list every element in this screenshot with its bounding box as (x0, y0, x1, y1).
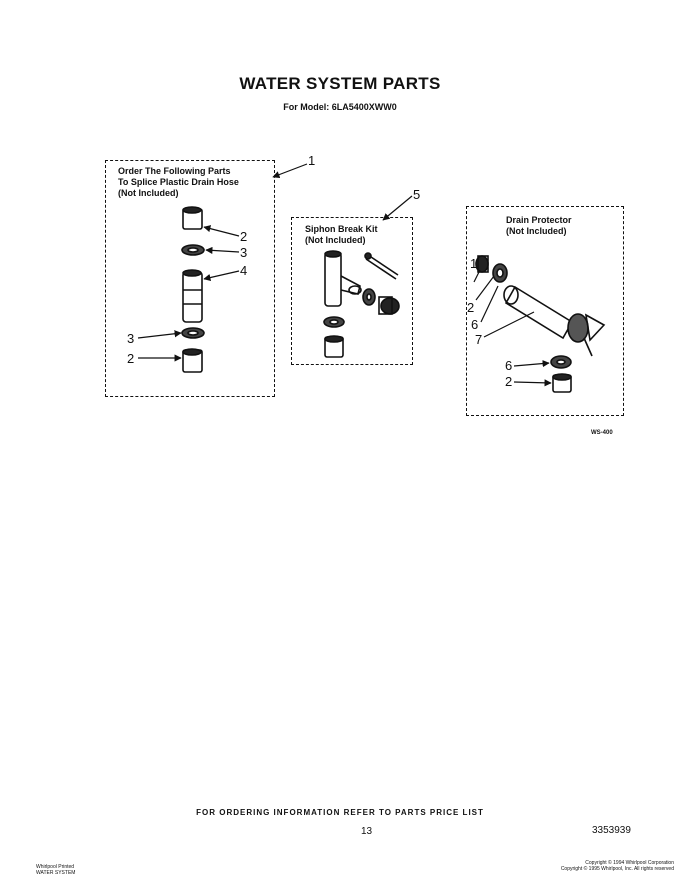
callout-4: 4 (240, 263, 248, 278)
leader-6b (514, 363, 549, 366)
leader-3a (206, 250, 239, 252)
callout-2-top: 2 (240, 229, 248, 244)
leader-1 (273, 164, 307, 177)
callout-1: 1 (308, 153, 316, 168)
siphon-label-line-1: Siphon Break Kit (305, 224, 378, 234)
leader-5 (383, 196, 412, 220)
siphon-connector-part (379, 297, 399, 314)
clamp-part-top (182, 245, 204, 255)
leader-6r (481, 286, 498, 322)
drain-label-line-1: Drain Protector (506, 215, 572, 225)
callout-6-drain: 6 (471, 317, 479, 332)
leader-7r (484, 312, 534, 337)
leader-4 (204, 271, 239, 279)
splice-label-line-3: (Not Included) (118, 188, 179, 198)
figure-code: WS-400 (591, 430, 613, 436)
callout-2-drain: 2 (467, 300, 475, 315)
ordering-info: FOR ORDERING INFORMATION REFER TO PARTS PRICE LIST (196, 808, 484, 817)
drain-protector-body (504, 286, 604, 356)
callout-2-bottom: 2 (127, 351, 135, 366)
callout-6-lower: 6 (505, 358, 513, 373)
footer-right-line-2: Copyright © 1995 Whirlpool, Inc. All rights reserved (560, 866, 674, 872)
leader-3b (138, 333, 181, 338)
footer-left-note (36, 864, 75, 876)
callout-2-lower: 2 (505, 374, 513, 389)
callout-3-top: 3 (240, 245, 248, 260)
connector-part-top (183, 207, 202, 229)
leader-2a (204, 227, 239, 236)
drain-clamp-lower (551, 356, 571, 368)
leader-2r (476, 276, 494, 300)
footer-right-note (540, 860, 674, 872)
drain-clamp-part (493, 264, 507, 282)
document-part-number: 3353939 (592, 825, 631, 836)
callout-7-drain: 7 (475, 332, 483, 347)
drain-connector-part (476, 256, 488, 272)
connector-part-bottom (183, 349, 202, 372)
page-title: WATER SYSTEM PARTS (239, 74, 441, 93)
footer-left-line-2: WATER SYSTEM (36, 870, 76, 876)
page-number: 13 (361, 826, 373, 837)
siphon-clamp-lower (324, 317, 344, 327)
siphon-clamp-part (363, 289, 375, 305)
splice-label-line-1: Order The Following Parts (118, 166, 231, 176)
siphon-tee-part (325, 251, 361, 306)
drain-connector-lower (553, 374, 571, 392)
siphon-straw-part (365, 253, 398, 279)
clamp-part-bottom (182, 328, 204, 338)
footer-left-line-1: Whirlpool Printed (36, 864, 75, 870)
siphon-connector-lower (325, 336, 343, 357)
model-subtitle: For Model: 6LA5400XWW0 (283, 102, 397, 112)
leader-2c (514, 382, 551, 383)
siphon-label-line-2: (Not Included) (305, 235, 366, 245)
hose-splice-part (183, 270, 202, 322)
splice-label-line-2: To Splice Plastic Drain Hose (118, 177, 239, 187)
drain-label-line-2: (Not Included) (506, 226, 567, 236)
callout-5: 5 (413, 187, 421, 202)
leader-1r (474, 270, 480, 282)
callout-3-bottom: 3 (127, 331, 135, 346)
callout-1-drain: 1 (470, 256, 478, 271)
footer-right-line-1: Copyright © 1994 Whirlpool Corporation (585, 860, 674, 866)
